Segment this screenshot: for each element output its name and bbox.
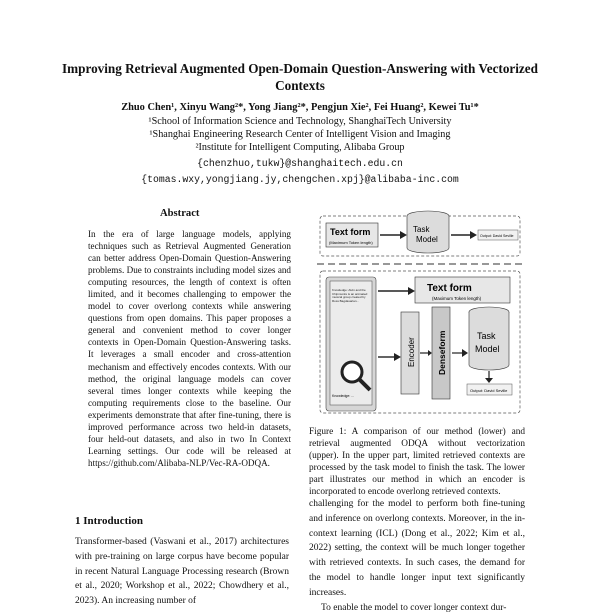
lower-output-label: Output: David Seville (470, 388, 508, 393)
paper-title: Improving Retrieval Augmented Open-Domain Question-Answering with Vectorized Contexts (62, 61, 538, 93)
scroll-tail-text: Knowledge: ... (332, 394, 355, 398)
email-line-1: {chenzhuo,tukw}@shanghaitech.edu.cn (197, 158, 403, 169)
right-column-paragraph: challenging for the model to perform both fine-tuning and inference on overlong contexts. Moreover, in the in-context learning (ICL) (Dong et al., 2022; Kim et al., 2022) setting, the context will be much longer together with retrieved contexts. In such cases, the demand for the model to handle longer input text significantly increases. (309, 499, 525, 598)
lower-task-model-label: Task (477, 331, 496, 341)
figure-1 (312, 207, 527, 417)
upper-arrow-2-head (470, 231, 477, 239)
lower-arrow-output-head (485, 378, 493, 383)
right-column-trailing: To enable the model to cover longer context dur- (321, 602, 507, 613)
upper-text-form-sub: (Maximum Token length) (329, 240, 373, 245)
upper-arrow-1-head (400, 231, 407, 239)
lower-arrow-task-head (462, 349, 468, 357)
affiliation-1: ¹School of Information Science and Technology, ShanghaiTech University (148, 116, 452, 127)
figure-caption: Figure 1: A comparison of our method (lower) and retrieval augmented ODQA without vectorization (upper). In the upper part, limited retrieved contexts are processed by the task model to finish the task. The lower part illustrates our method in which an encoder is incorporated to encode overlong retrieved contexts. (309, 427, 525, 497)
lower-arrow-dense-head (428, 350, 432, 356)
introduction-text: Transformer-based (Vaswani et al., 2017) architectures with pre-training on large corpus have become popular in recent Natural Language Processing research (Brown et al., 2020; Workshop et al., 2022; Chowdhery et al., 2023). An increasing number of (75, 537, 289, 607)
abstract-heading: Abstract (160, 208, 200, 219)
lower-task-model-body (469, 312, 509, 370)
upper-output-label: Output: David Seville (480, 234, 514, 238)
affiliation-3: ²Institute for Intelligent Computing, Alibaba Group (195, 142, 405, 153)
affiliation-2: ¹Shanghai Engineering Research Center of Intelligent Vision and Imaging (149, 129, 451, 140)
abstract-text: In the era of large language models, applying techniques such as Retrieval Augmented Generation can better address Open-Domain Question-Answering problems. Due to constraints including model sizes and computing resources, the length of context is often limited, and it becomes challenging to empower the model to cover overlong contexts while answering questions from open domains. This paper proposes a general and convenient method to cover longer contexts in Open-Domain Question-Answering tasks. It leverages a small encoder and cross-attention mechanism and effectively encodes contexts. With our method, the original language models can cover several times longer contexts while keeping the computing requirements close to the baseline. Our experiments demonstrate that after fine-tuning, there is improved performance across two held-in datasets, four held-out datasets, and also in two In Context Learning settings. Our code will be released at https://github.com/Alibaba-NLP/Vec-RA-ODQA. (88, 229, 291, 468)
introduction-heading: 1 Introduction (75, 515, 143, 527)
upper-text-form-label: Text form (330, 227, 371, 237)
upper-task-model-label-2: Model (416, 235, 438, 244)
right-column-text (309, 497, 525, 615)
upper-task-model-label: Task (413, 225, 430, 234)
email-line-2: {tomas.wxy,yongjiang.jy,chengchen.xpj}@alibaba-inc.com (141, 174, 459, 185)
lower-arrow-encoder-head (394, 353, 401, 361)
author-list: Zhuo Chen¹, Xinyu Wang²*, Yong Jiang²*, Pengjun Xie², Fei Huang², Kewei Tu¹* (121, 102, 479, 113)
lower-arrow-text-head (408, 287, 415, 295)
lower-text-form-sub: (Maximum Token length) (432, 296, 482, 301)
encoder-label: Encoder (407, 337, 416, 367)
lower-text-form-label: Text form (427, 283, 472, 294)
scroll-text: Knowledge: Alvin and the Chipmunks is an animated musical group created by Ross Bagdasarian... (332, 289, 368, 303)
denseform-label: Denseform (437, 330, 447, 375)
lower-task-model-label-2: Model (475, 344, 500, 354)
